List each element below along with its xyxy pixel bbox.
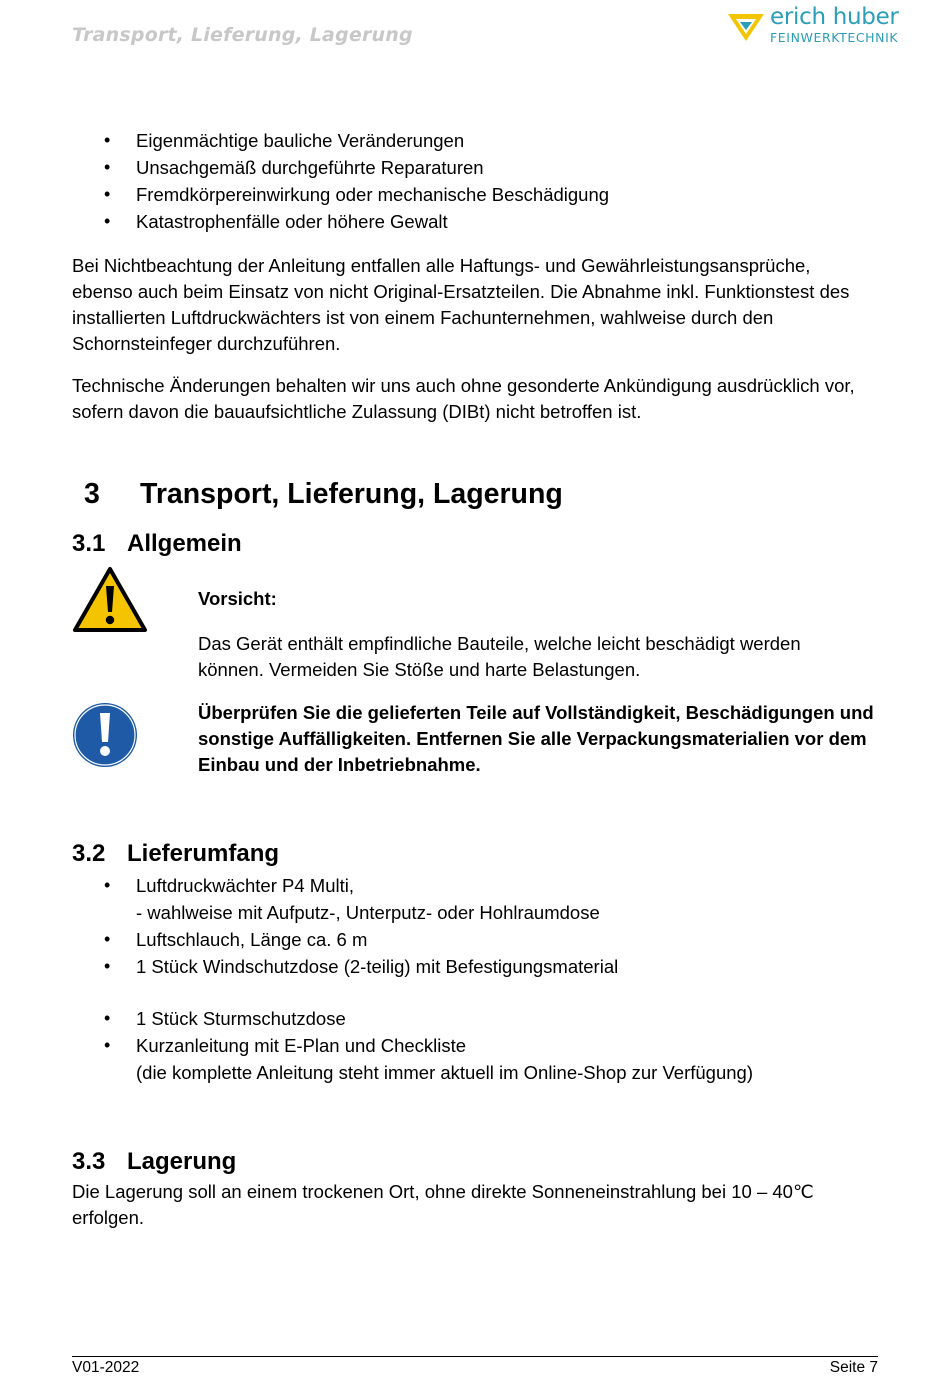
warning-triangle-icon	[72, 566, 148, 633]
section-3-1-number: 3.1	[72, 530, 106, 557]
logo-chevron-icon	[727, 12, 765, 42]
list-item: • Fremdkörpereinwirkung oder mechanische Beschädigung	[72, 181, 872, 208]
section-3-3-title: Lagerung	[127, 1148, 237, 1175]
section-3-2-title: Lieferumfang	[127, 840, 280, 867]
list-item-line: (die komplette Anleitung steht immer aktuell im Online-Shop zur Verfügung)	[136, 1062, 753, 1083]
list-item-line: - wahlweise mit Aufputz-, Unterputz- oder Hohlraumdose	[136, 902, 600, 923]
footer-divider	[72, 1356, 878, 1357]
list-item: • 1 Stück Sturmschutzdose	[72, 1005, 872, 1032]
notice-text: Überprüfen Sie die gelieferten Teile auf Vollständigkeit, Beschädigungen und sonstige Auffälligkeiten. Entfernen Sie alle Verpackungsmaterialien vor dem Einbau und der Inbetriebnahme.	[198, 702, 874, 775]
list-item: • Katastrophenfälle oder höhere Gewalt	[72, 208, 872, 235]
exclamation-circle-icon	[72, 702, 138, 768]
delivery-list-continued	[72, 1005, 872, 1086]
list-item-line: Luftdruckwächter P4 Multi,	[136, 875, 354, 896]
caution-text: Das Gerät enthält empfindliche Bauteile, welche leicht beschädigt werden können. Vermeiden Sie Stöße und harte Belastungen.	[198, 633, 801, 680]
list-item	[72, 872, 872, 926]
section-3-2-number: 3.2	[72, 840, 106, 867]
header-title: Transport, Lieferung, Lagerung	[72, 24, 413, 46]
section-3-number: 3	[84, 478, 100, 510]
list-item: • Eigenmächtige bauliche Veränderungen	[72, 127, 872, 154]
section-3-title: Transport, Lieferung, Lagerung	[140, 478, 563, 510]
list-item-line: Kurzanleitung mit E-Plan und Checkliste	[136, 1035, 467, 1056]
logo-name: erich huber	[770, 4, 899, 30]
delivery-list	[72, 872, 872, 980]
section-3-3-number: 3.3	[72, 1148, 106, 1175]
list-item	[72, 1032, 872, 1086]
storage-text: Die Lagerung soll an einem trockenen Ort, ohne direkte Sonneneinstrahlung bei 10 – 40℃ erfolgen.	[72, 1181, 814, 1228]
paragraph-liability: Bei Nichtbeachtung der Anleitung entfallen alle Haftungs- und Gewährleistungsansprüche, ebenso auch beim Einsatz von nicht Original-Ersatzteilen. Die Abnahme inkl. Funktionstest des installierten Luftdruckwächters ist von einem Fachunternehmen, wahlweise durch den Schornsteinfeger durchzuführen.	[72, 255, 850, 354]
logo-subtitle: FEINWERKTECHNIK	[770, 30, 899, 45]
intro-bullet-list	[72, 127, 872, 235]
footer-page-number: Seite 7	[829, 1359, 878, 1376]
footer-version: V01-2022	[72, 1359, 140, 1376]
paragraph-technical-changes: Technische Änderungen behalten wir uns auch ohne gesonderte Ankündigung ausdrücklich vor, sofern davon die bauaufsichtliche Zulassung (DIBt) nicht betroffen ist.	[72, 375, 855, 422]
list-item: • Luftschlauch, Länge ca. 6 m	[72, 926, 872, 953]
list-item: • Unsachgemäß durchgeführte Reparaturen	[72, 154, 872, 181]
section-3-1-title: Allgemein	[127, 530, 242, 557]
list-item: • 1 Stück Windschutzdose (2-teilig) mit Befestigungsmaterial	[72, 953, 872, 980]
caution-label: Vorsicht:	[198, 588, 277, 609]
